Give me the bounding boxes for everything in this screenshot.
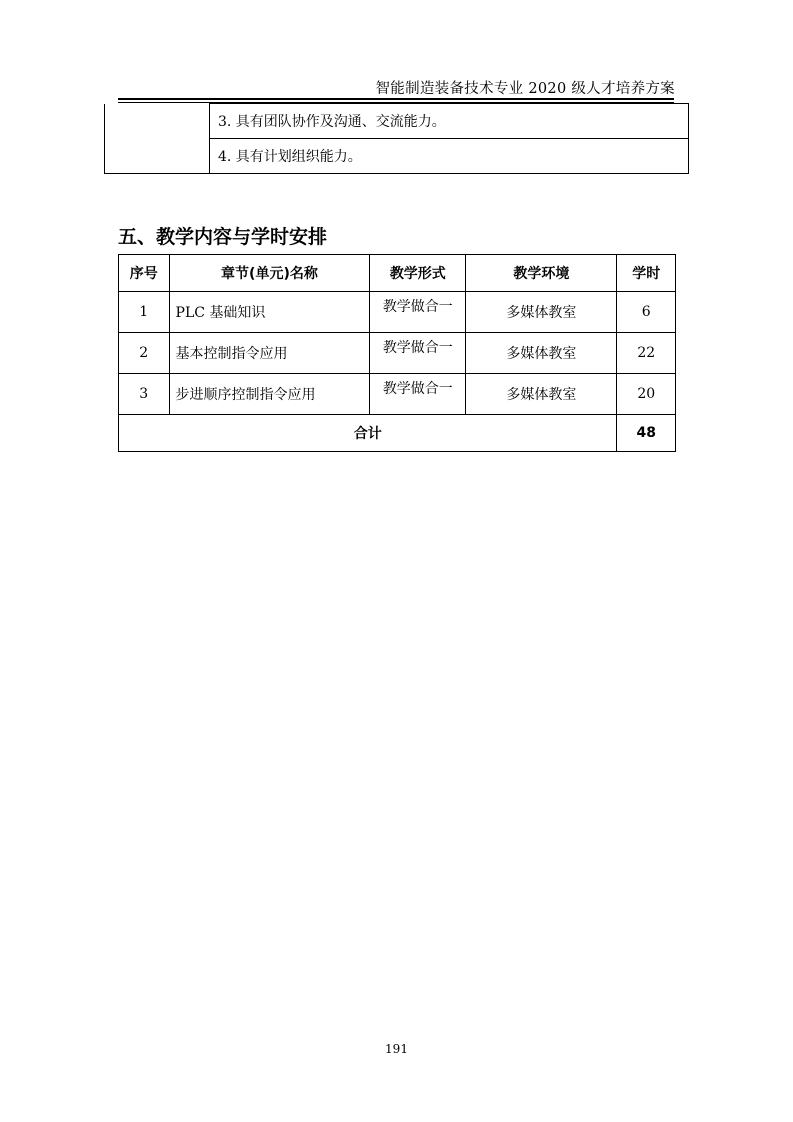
cell-hours: 20 — [617, 374, 676, 415]
cell-chapter: 基本控制指令应用 — [169, 333, 370, 374]
cell-form: 教学做合一 — [370, 333, 466, 374]
cell-hours: 22 — [617, 333, 676, 374]
cell-environment: 多媒体教室 — [466, 333, 617, 374]
table-header-row — [119, 255, 676, 292]
cell-chapter: 步进顺序控制指令应用 — [169, 374, 370, 415]
total-value: 48 — [617, 415, 676, 452]
header-cell-number: 序号 — [119, 255, 170, 292]
cell-form: 教学做合一 — [370, 292, 466, 333]
table-row — [119, 333, 676, 374]
ability-item: 4. 具有计划组织能力。 — [210, 139, 689, 174]
cell-environment: 多媒体教室 — [466, 374, 617, 415]
cell-form: 教学做合一 — [370, 374, 466, 415]
header-rule — [118, 98, 674, 100]
table-row — [119, 374, 676, 415]
ability-table — [104, 103, 689, 174]
cell-number: 1 — [119, 292, 170, 333]
cell-environment: 多媒体教室 — [466, 292, 617, 333]
schedule-table — [118, 254, 676, 452]
header-cell-form: 教学形式 — [370, 255, 466, 292]
header-cell-environment: 教学环境 — [466, 255, 617, 292]
header-cell-chapter: 章节(单元)名称 — [169, 255, 370, 292]
cell-chapter: PLC 基础知识 — [169, 292, 370, 333]
total-label: 合计 — [119, 415, 617, 452]
section-heading: 五、教学内容与学时安排 — [118, 226, 328, 248]
ability-category-cell — [105, 104, 210, 174]
page-number: 191 — [385, 1042, 408, 1056]
total-row — [119, 415, 676, 452]
cell-number: 3 — [119, 374, 170, 415]
cell-hours: 6 — [617, 292, 676, 333]
document-header-title: 智能制造装备技术专业 2020 级人才培养方案 — [375, 81, 675, 97]
table-row — [105, 104, 689, 139]
ability-item: 3. 具有团队协作及沟通、交流能力。 — [210, 104, 689, 139]
table-row — [119, 292, 676, 333]
header-cell-hours: 学时 — [617, 255, 676, 292]
cell-number: 2 — [119, 333, 170, 374]
